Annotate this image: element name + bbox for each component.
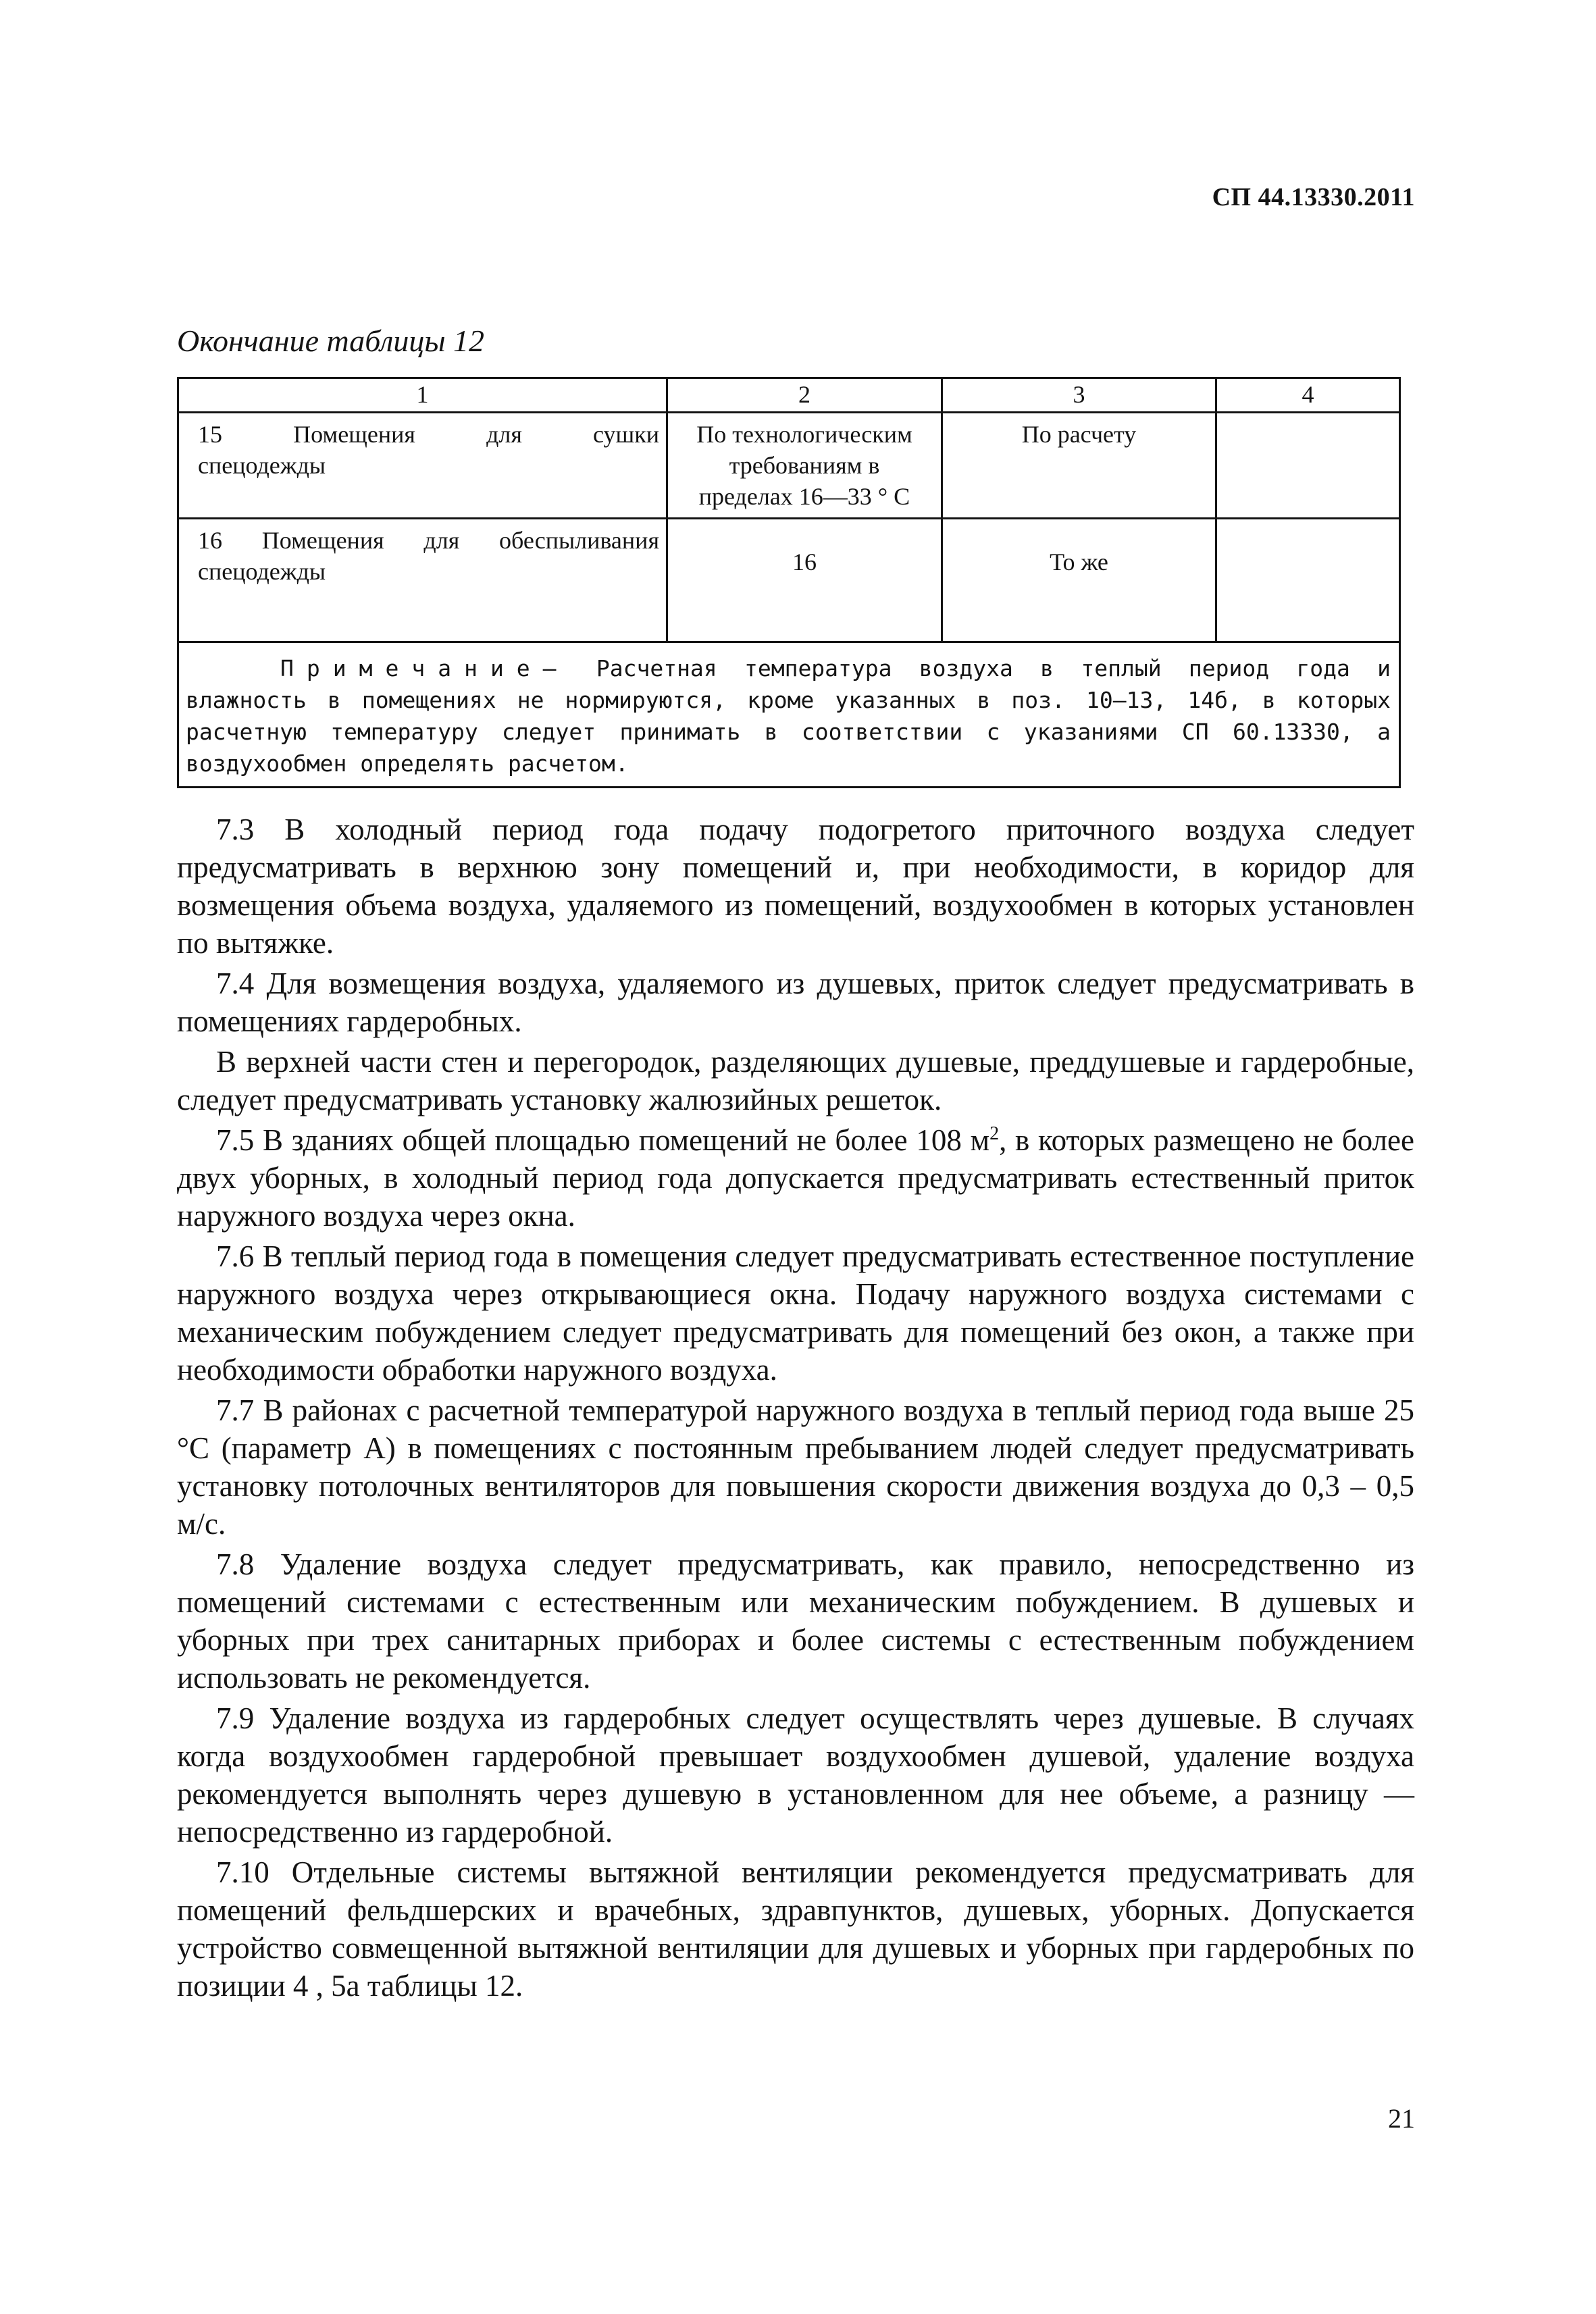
- table-cell-temperature: 16: [667, 519, 942, 642]
- paragraph-7-7: 7.7 В районах с расчетной температурой наружного воздуха в теплый период года выше 25 °С (параметр А) в помещениях с постоянным пребыванием людей следует предусматривать установку потолочных вентиляторов для повышения скорости движения воздуха до 0,3 – 0,5 м/с.: [177, 1393, 1414, 1541]
- cell-line: пределах 16—33 ° С: [698, 483, 910, 510]
- note-line: воздухообмен определять расчетом.: [186, 750, 629, 777]
- table-row: [178, 413, 1400, 519]
- column-header-3: 3: [942, 378, 1216, 413]
- column-header-4: 4: [1216, 378, 1400, 413]
- note-line: [186, 652, 1391, 684]
- table-cell-col4: [1216, 413, 1400, 519]
- cell-line: спецодежды: [198, 558, 326, 585]
- paragraph-7-3: 7.3 В холодный период года подачу подогретого приточного воздуха следует предусматривать в верхнюю зону помещений и, при необходимости, в коридор для возмещения объема воздуха, удаляемого из помещений, воздухообмен в которых установлен по вытяжке.: [177, 813, 1414, 960]
- paragraph-7-9: 7.9 Удаление воздуха из гардеробных следует осуществлять через душевые. В случаях когда воздухообмен гардеробной превышает воздухообмен душевой, удаление воздуха рекомендуется выполнять через душевую в установленном для нее объеме, а разницу — непосредственно из гардеробной.: [177, 1701, 1414, 1849]
- note-line: влажность в помещениях не нормируются, кроме указанных в поз. 10—13, 14б, в которых: [186, 687, 1391, 713]
- table-note: [178, 642, 1400, 788]
- table-cell-temperature: [667, 413, 942, 519]
- cell-line: По технологическим: [696, 421, 912, 448]
- body-text: [177, 811, 1414, 2007]
- cell-line: требованиям в: [729, 452, 880, 479]
- table-header-row: [178, 378, 1400, 413]
- paragraph-7-4-continued: В верхней части стен и перегородок, разделяющих душевые, преддушевые и гардеробные, следует предусматривать установку жалюзийных решеток.: [177, 1045, 1414, 1116]
- table-caption: Окончание таблицы 12: [177, 324, 484, 358]
- column-header-2: 2: [667, 378, 942, 413]
- table-note-row: [178, 642, 1400, 788]
- paragraph-7-6: 7.6 В теплый период года в помещения следует предусматривать естественное поступление наружного воздуха через открывающиеся окна. Подачу наружного воздуха системами с механическим побуждением следует предусматривать для помещений без окон, а также при необходимости обработки наружного воздуха.: [177, 1239, 1414, 1387]
- paragraph-7-10: 7.10 Отдельные системы вытяжной вентиляции рекомендуется предусматривать для помещений фельдшерских и врачебных, здравпунктов, душевых, уборных. Допускается устройство совмещенной вытяжной вентиляции для душевых и уборных при гардеробных по позиции 4 , 5а таблицы 12.: [177, 1855, 1414, 2003]
- document-code: СП 44.13330.2011: [1212, 183, 1415, 211]
- table-cell-air-exchange: По расчету: [942, 413, 1216, 519]
- table-12: [177, 377, 1401, 788]
- note-line: расчетную температуру следует принимать в соответствии с указаниями СП 60.13330, а: [186, 719, 1391, 745]
- cell-line: 16 Помещения для обеспыливания: [198, 527, 659, 554]
- paragraph-7-5: [177, 1121, 1414, 1235]
- paragraph-7-5-part-a: 7.5 В зданиях общей площадью помещений не более 108 м: [216, 1123, 990, 1157]
- table-row: [178, 519, 1400, 642]
- page-number: 21: [1388, 2103, 1415, 2134]
- cell-line: спецодежды: [198, 452, 326, 479]
- superscript: 2: [989, 1123, 1000, 1144]
- cell-line: 15 Помещения для сушки: [198, 421, 659, 448]
- column-header-1: 1: [178, 378, 667, 413]
- paragraph-7-8: 7.8 Удаление воздуха следует предусматривать, как правило, непосредственно из помещений системами с естественным или механическим побуждением. В душевых и уборных при трех санитарных приборах и более системы с естественным побуждением использовать не рекомендуется.: [177, 1547, 1414, 1695]
- table-cell-air-exchange: То же: [942, 519, 1216, 642]
- note-title: Примечание–: [280, 655, 569, 682]
- table-cell-col4: [1216, 519, 1400, 642]
- paragraph-7-4: 7.4 Для возмещения воздуха, удаляемого из душевых, приток следует предусматривать в помещениях гардеробных.: [177, 967, 1414, 1038]
- table-cell-room: [178, 413, 667, 519]
- paragraph-7-5-part-b: , в которых размещено не более двух уборных, в холодный период года допускается предусматривать естественный приток наружного воздуха через окна.: [177, 1123, 1414, 1233]
- table-cell-room: [178, 519, 667, 642]
- note-text: Расчетная температура воздуха в теплый период года и: [596, 655, 1391, 682]
